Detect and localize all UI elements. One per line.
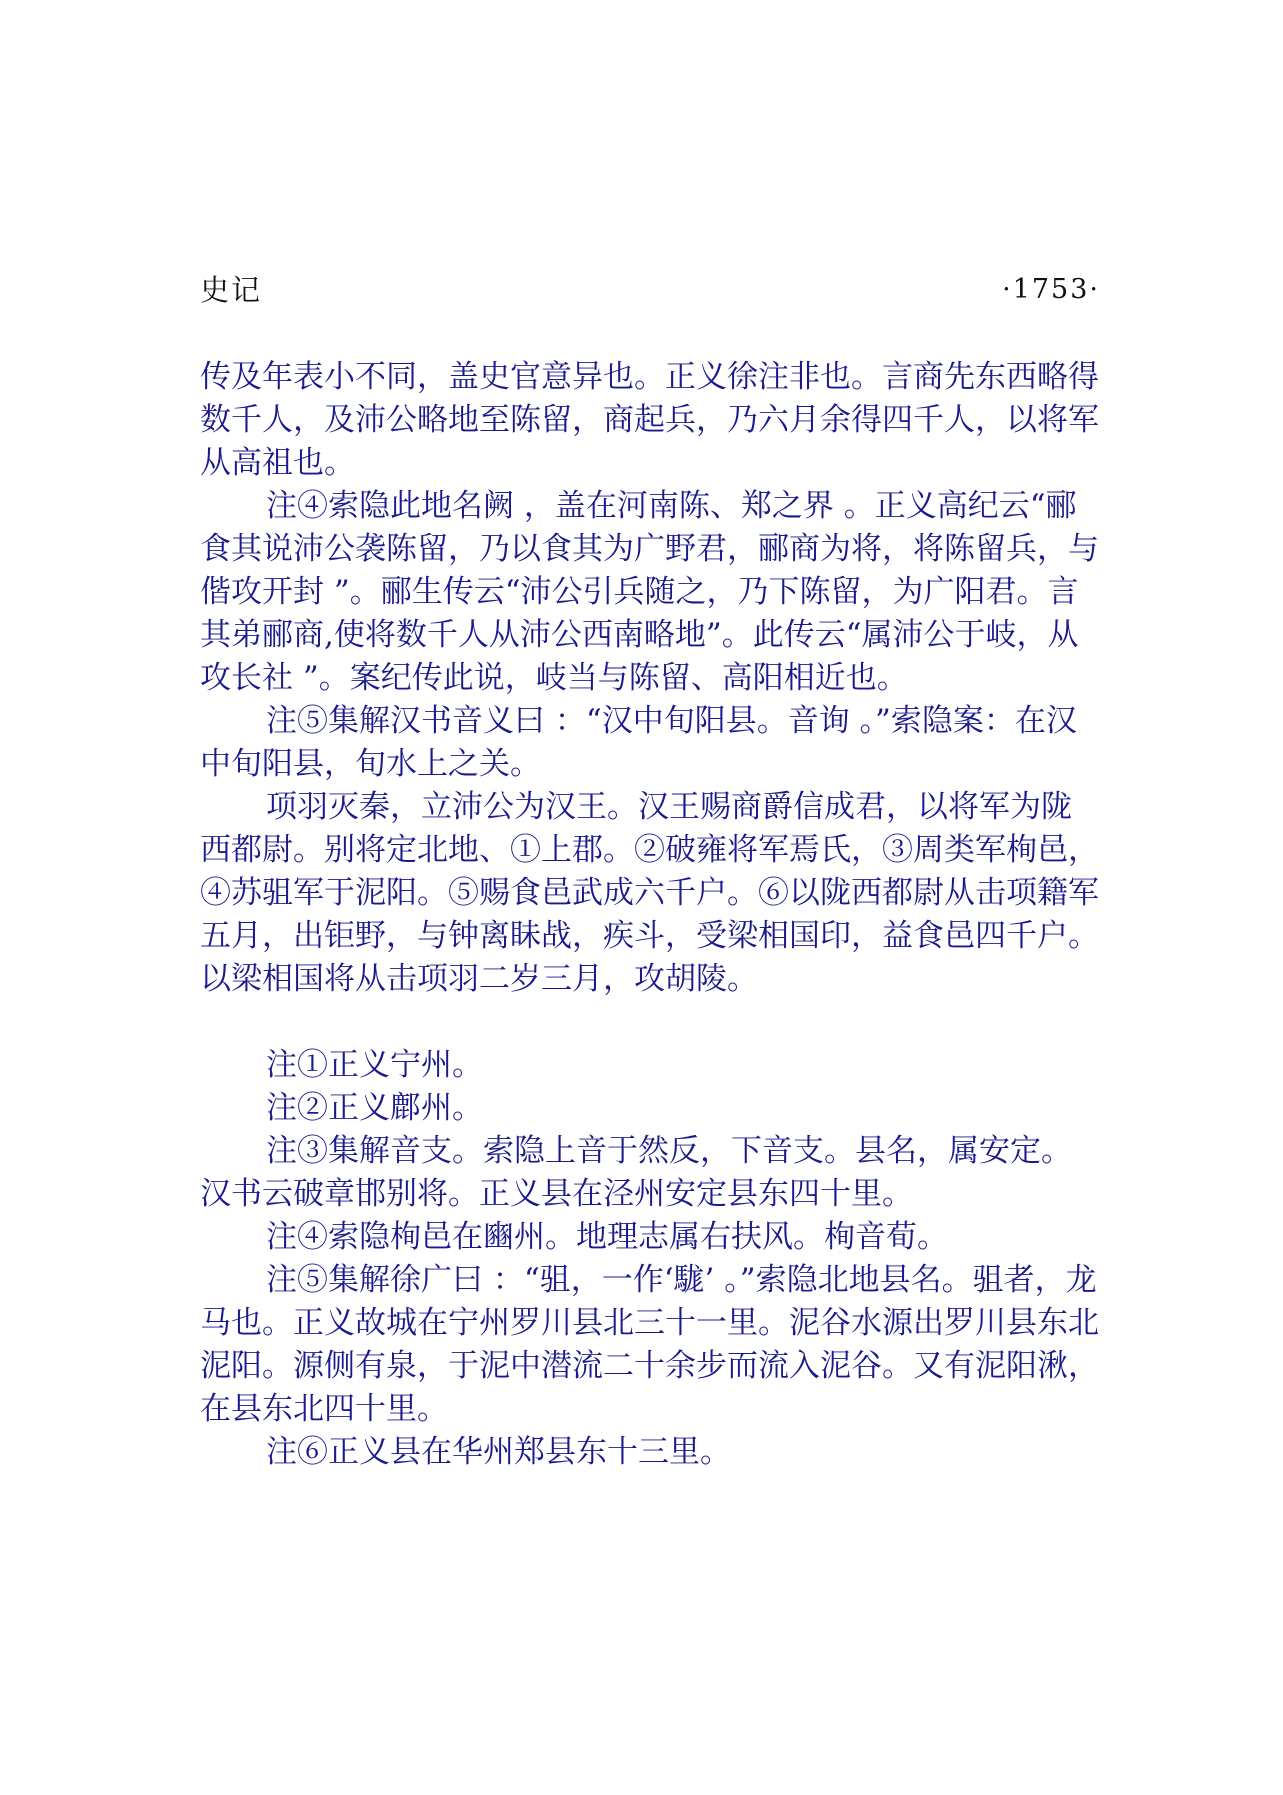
page-header [200,268,1100,312]
book-title: 史记 [200,273,263,307]
paragraph-note: 注⑥正义县在华州郑县东十三里。 [266,1434,731,1470]
paragraph: 项羽灭秦，立沛公为汉王。汉王赐商爵信成君，以将军为陇西都尉。别将定北地、①上郡。②破雍将军焉氏，③周类军栒邑，④苏驵军于泥阳。⑤赐食邑武成六千户。⑥以陇西都尉从击项籍军五月，出钜野，与钟离眛战，疾斗，受梁相国印，益食邑四千户。以梁相国将从击项羽二岁三月，攻胡陵。 [200,789,1099,997]
paragraph-note: 注⑤集解徐广曰 ：“驵，一作‘駹’ 。”索隐北地县名。驵者，龙马也。正义故城在宁州罗川县北三十一里。泥谷水源出罗川县东北泥阳。源侧有泉，于泥中潜流二十余步而流入泥谷。又有泥阳湫，在县东北四十里。 [200,1262,1099,1427]
paragraph: 传及年表小不同，盖史官意异也。正义徐注非也。言商先东西略得数千人，及沛公略地至陈留，商起兵，乃六月余得四千人，以将军从高祖也。 [200,359,1099,481]
paragraph-spacer [200,1001,1100,1044]
paragraph-note: 注①正义宁州。 [266,1047,483,1083]
paragraph-note: 注④索隐栒邑在豳州。地理志属右扶风。栒音荀。 [266,1219,948,1255]
paragraph-note: 注④索隐此地名阙 ，盖在河南陈、郑之界 。正义高纪云“郦食其说沛公袭陈留，乃以食其为广野君，郦商为将，将陈留兵，与偕攻开封 ”。郦生传云“沛公引兵随之，乃下陈留，为广阳君。言其弟郦商,使将数千人从沛公西南略地”。此传云“属沛公于岐，从攻长社 ”。案纪传此说，岐当与陈留、高阳相近也。 [200,488,1099,696]
body-text [200,356,1100,1474]
paragraph-note: 注③集解音支。索隐上音于然反，下音支。县名，属安定。汉书云破章邯别将。正义县在泾州安定县东四十里。 [200,1133,1072,1212]
paragraph-note: 注⑤集解汉书音义曰 ：“汉中旬阳县。音询 。”索隐案：在汉中旬阳县，旬水上之关。 [200,703,1077,782]
paragraph-note: 注②正义鄜州。 [266,1090,483,1126]
page-number: ·1753· [1002,274,1100,305]
